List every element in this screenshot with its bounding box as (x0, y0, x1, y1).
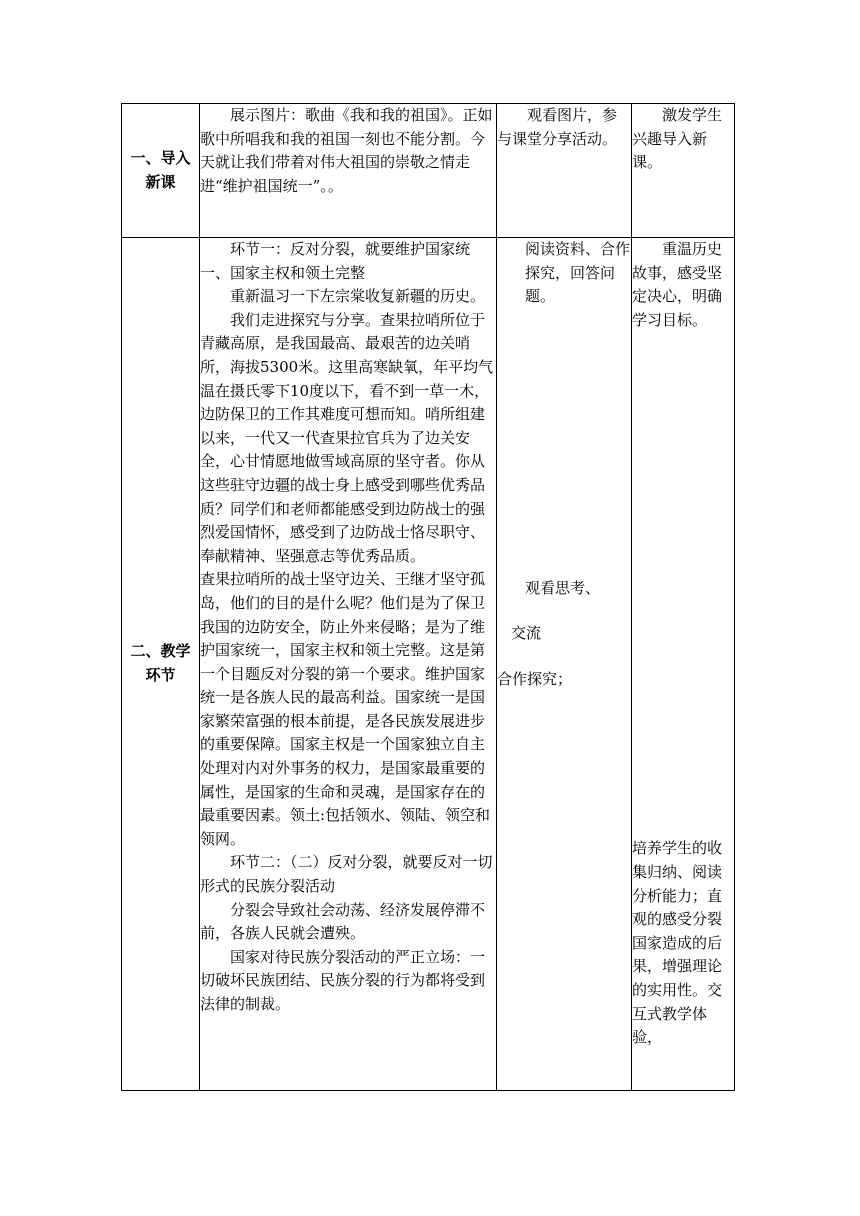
stage-cell (122, 238, 200, 1091)
teacher-paragraph: 展示图片：歌曲《我和我的祖国》。正如歌中所唱我和我的祖国一刻也不能分割。今天就让我们带着对伟大祖国的崇敬之情走进“维护祖国统一”。。 (200, 106, 493, 195)
student-paragraph: 观看思考、 (525, 578, 601, 597)
teacher-paragraph: 环节二：（二）反对分裂，就要反对一切形式的民族分裂活动 (200, 853, 493, 896)
student-activity-cell (497, 104, 632, 238)
student-paragraph: 观看图片，参与课堂分享活动。 (497, 106, 618, 148)
student-paragraph: 交流 (511, 624, 542, 643)
stage-cell (122, 104, 200, 238)
intent-paragraph: 重温历史故事，感受坚定决心，明确学习目标。 (632, 240, 723, 329)
student-paragraph: 合作探究； (497, 669, 573, 688)
student-activity-cell (497, 238, 632, 1091)
design-intent-cell (632, 104, 735, 238)
teacher-activity-cell (200, 238, 497, 1091)
teacher-activity-cell (200, 104, 497, 238)
stage-label-line: 环节 (145, 666, 176, 684)
intent-paragraph: 激发学生兴趣导入新课。 (632, 106, 723, 172)
lesson-plan-table (121, 103, 735, 1091)
teacher-paragraph: 我们走进探究与分享。查果拉哨所位于青藏高原，是我国最高、最艰苦的边关哨所，海拔5300米。这里高寒缺氧，年平均气温在摄氏零下10度以下，看不到一草一木，边防保卫的工作其难度可想而知。哨所组建以来，一代又一代查果拉官兵为了边关安全，心甘情愿地做雪域高原的坚守者。你从这些驻守边疆的战士身上感受到哪些优秀品质？同学们和老师都能感受到边防战士的强烈爱国情怀，感受到了边防战士恪尽职守、奉献精神、坚强意志等优秀品质。 (200, 310, 494, 565)
design-intent-cell (632, 238, 735, 1091)
teacher-paragraph: 查果拉哨所的战士坚守边关、王继才坚守孤岛，他们的目的是什么呢？他们是为了保卫我国的边防安全，防止外来侵略；是为了维护国家统一，国家主权和领土完整。这是第一个目题反对分裂的第一个要求。维护国家统一是各族人民的最高利益。国家统一是国家繁荣富强的根本前提，是各民族发展进步的重要保障。国家主权是一个国家独立自主处理对内对外事务的权力，是国家最重要的属性，是国家的生命和灵魂，是国家存在的最重要因素。领土:包括领水、领陆、领空和领网。 (200, 570, 491, 848)
stage-label-line: 新课 (145, 172, 176, 191)
intent-paragraph: 培养学生的收集归纳、阅读分析能力；直观的感受分裂国家造成的后果，增强理论的实用性。交互式教学体验， (632, 839, 723, 1047)
teacher-paragraph: 环节一：反对分裂，就要维护国家统一、国家主权和领土完整 (200, 240, 471, 282)
student-paragraph: 阅读资料、合作探究，回答问题。 (525, 240, 631, 306)
stage-label-line: 二、教学 (130, 642, 191, 661)
teacher-paragraph: 分裂会导致社会动荡、经济发展停滞不前，各族人民就会遭殃。 (200, 900, 486, 943)
table-row (122, 238, 735, 1091)
teacher-paragraph: 重新温习一下左宗棠收复新疆的历史。 (230, 287, 486, 306)
stage-label-line: 一、导入 (130, 148, 191, 167)
teacher-paragraph: 国家对待民族分裂活动的严正立场：一切破坏民族团结、民族分裂的行为都将受到法律的制裁。 (200, 947, 486, 1013)
table-row (122, 104, 735, 238)
